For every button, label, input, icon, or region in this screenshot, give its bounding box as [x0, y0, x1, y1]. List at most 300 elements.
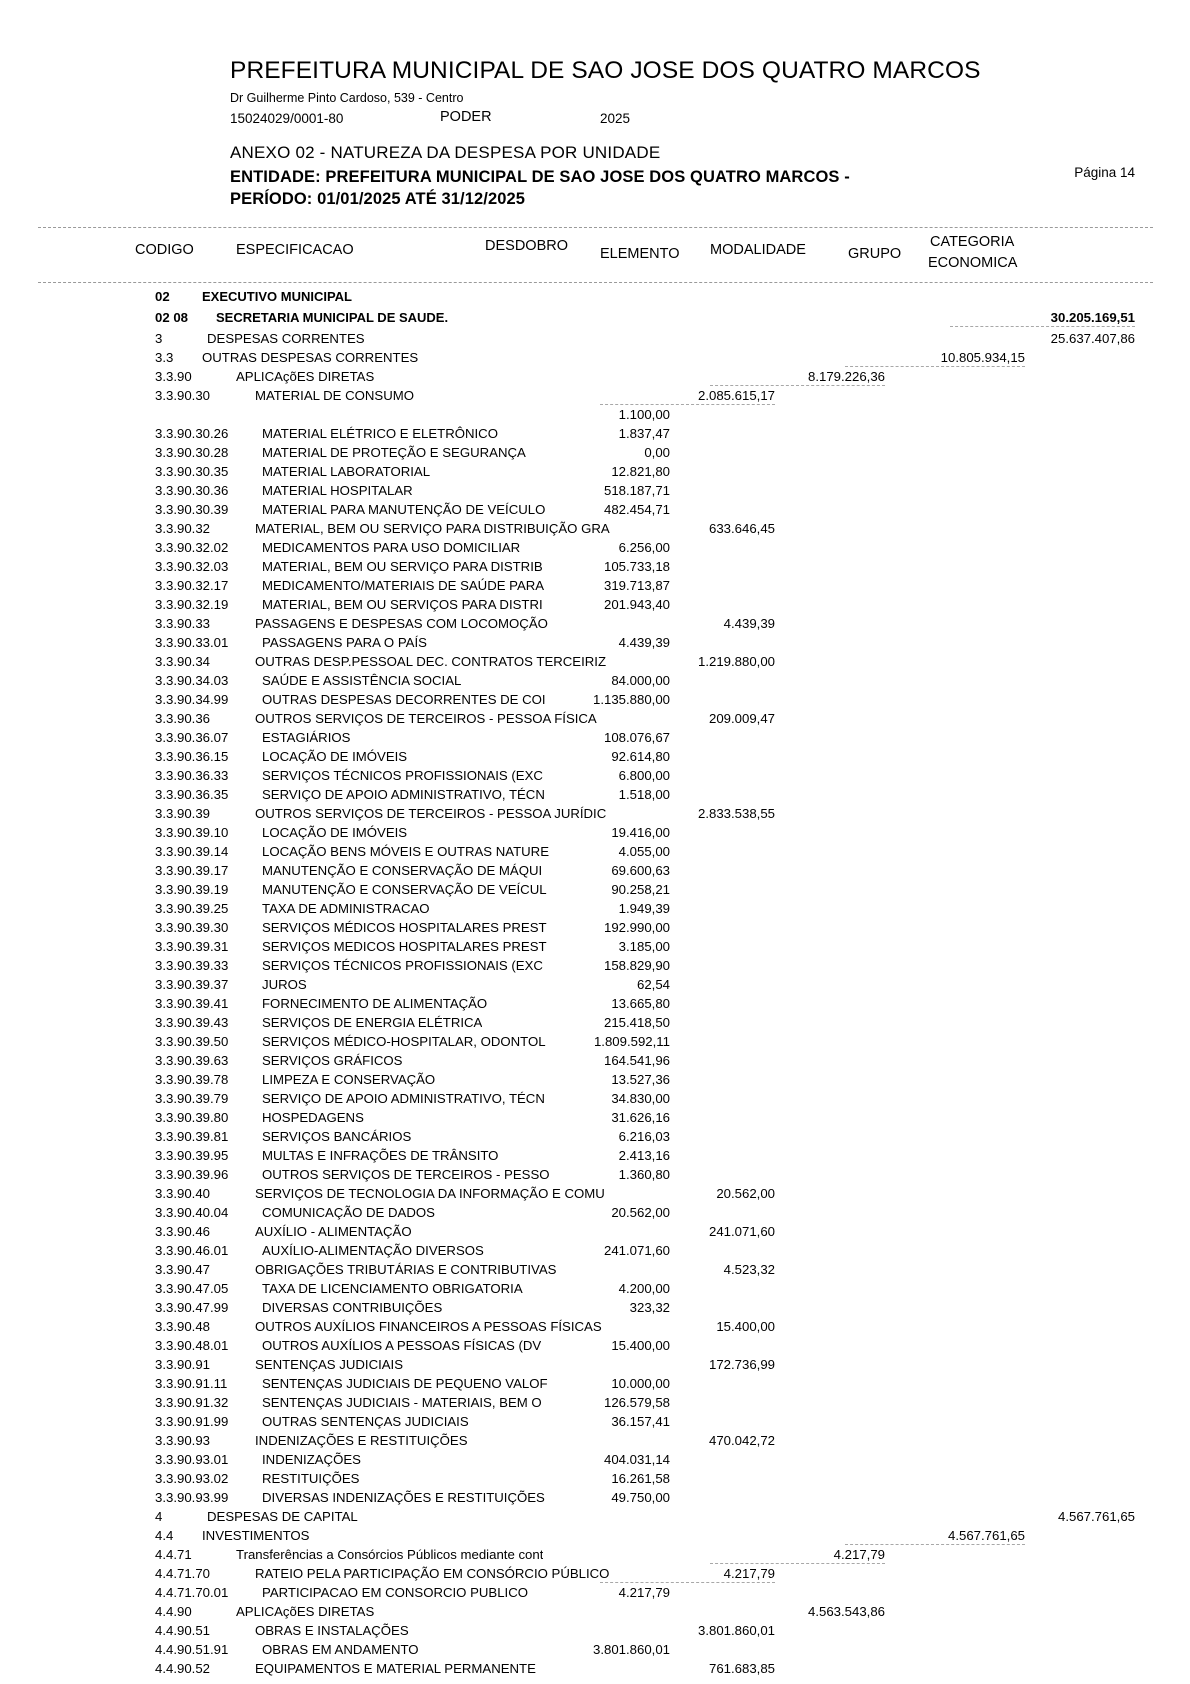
row-description: EQUIPAMENTOS E MATERIAL PERMANENTE	[255, 1660, 536, 1676]
row-description: OUTROS SERVIÇOS DE TERCEIROS - PESSOA FÍSICA	[255, 710, 597, 726]
row-description: EXECUTIVO MUNICIPAL	[202, 288, 352, 304]
row-value-elemento: 470.042,72	[708, 1432, 775, 1448]
row-code: 3.3.90.32.17	[155, 577, 229, 593]
table-row	[0, 1013, 1190, 1032]
row-code: 3.3.90.48.01	[155, 1337, 229, 1353]
row-description: SERVIÇOS TÉCNICOS PROFISSIONAIS (EXC	[262, 767, 543, 783]
row-value-desdobro: 19.416,00	[611, 824, 670, 840]
row-code: 3.3.90.30.36	[155, 482, 229, 498]
row-description: MATERIAL HOSPITALAR	[262, 482, 413, 498]
poder-label: PODER	[440, 108, 492, 125]
row-code: 3.3.90.32.03	[155, 558, 229, 574]
row-code: 3.3.90.93.01	[155, 1451, 229, 1467]
row-value-desdobro: 1.135.880,00	[592, 691, 670, 707]
table-row	[0, 1108, 1190, 1127]
row-description: MANUTENÇÃO E CONSERVAÇÃO DE MÁQUI	[262, 862, 543, 878]
table-row	[0, 1450, 1190, 1469]
table-row	[0, 462, 1190, 481]
anexo-title: ANEXO 02 - NATUREZA DA DESPESA POR UNIDADE	[230, 142, 661, 162]
exercicio-value: 2025	[600, 110, 631, 126]
row-code: 4.4.90	[155, 1603, 192, 1619]
row-code: 3.3.90.39.50	[155, 1033, 229, 1049]
row-code: 3.3	[155, 349, 174, 365]
table-row	[0, 519, 1190, 538]
table-row	[0, 861, 1190, 880]
table-row	[0, 975, 1190, 994]
row-code: 3.3.90.32	[155, 520, 210, 536]
row-code: 3.3.90.93.99	[155, 1489, 229, 1505]
row-description: TAXA DE ADMINISTRACAO	[262, 900, 430, 916]
table-row	[0, 424, 1190, 443]
cnpj-value: 15024029/0001-80	[230, 110, 344, 126]
row-value-desdobro: 84.000,00	[611, 672, 670, 688]
row-code: 3.3.90.91.99	[155, 1413, 229, 1429]
row-value-desdobro: 69.600,63	[611, 862, 670, 878]
row-value-desdobro: 201.943,40	[603, 596, 670, 612]
row-description: MEDICAMENTOS PARA USO DOMICILIAR	[262, 539, 521, 555]
row-description: OUTRAS SENTENÇAS JUDICIAIS	[262, 1413, 469, 1429]
row-description: DIVERSAS CONTRIBUIÇÕES	[262, 1299, 443, 1315]
row-code: 4.4.71	[155, 1546, 192, 1562]
table-row	[0, 1317, 1190, 1336]
table-row	[0, 690, 1190, 709]
table-row	[0, 386, 1190, 405]
row-code: 3.3.90.30.39	[155, 501, 229, 517]
table-row	[0, 671, 1190, 690]
row-code: 3.3.90.36.33	[155, 767, 229, 783]
row-value-desdobro: 90.258,21	[611, 881, 670, 897]
row-description: DIVERSAS INDENIZAÇÕES E RESTITUIÇÕES	[262, 1489, 545, 1505]
table-row	[0, 405, 1190, 424]
row-description: MATERIAL ELÉTRICO E ELETRÔNICO	[262, 425, 498, 441]
table-row	[0, 308, 1190, 329]
row-code: 3.3.90.47.99	[155, 1299, 229, 1315]
row-description: SERVIÇOS GRÁFICOS	[262, 1052, 403, 1068]
row-description: SENTENÇAS JUDICIAIS DE PEQUENO VALOF	[262, 1375, 548, 1391]
row-description: OUTRAS DESPESAS CORRENTES	[202, 349, 419, 365]
table-row	[0, 1298, 1190, 1317]
row-description: SERVIÇOS DE TECNOLOGIA DA INFORMAÇÃO E COMU	[255, 1185, 605, 1201]
row-description: OUTROS SERVIÇOS DE TERCEIROS - PESSO	[262, 1166, 550, 1182]
row-value-desdobro: 6.256,00	[618, 539, 670, 555]
row-value-desdobro: 323,32	[629, 1299, 670, 1315]
table-row	[0, 728, 1190, 747]
table-row	[0, 1659, 1190, 1678]
row-description: SAÚDE E ASSISTÊNCIA SOCIAL	[262, 672, 462, 688]
row-description: INDENIZAÇÕES	[262, 1451, 361, 1467]
column-header-modalidade: MODALIDADE	[710, 241, 806, 258]
row-code: 4.4	[155, 1527, 174, 1543]
row-value-desdobro: 34.830,00	[611, 1090, 670, 1106]
row-value-desdobro: 10.000,00	[611, 1375, 670, 1391]
row-value-elemento: 172.736,99	[708, 1356, 775, 1372]
table-row	[0, 443, 1190, 462]
table-row	[0, 842, 1190, 861]
row-value-desdobro: 4.217,79	[618, 1584, 670, 1600]
table-row	[0, 1165, 1190, 1184]
table-row	[0, 823, 1190, 842]
row-description: OBRAS EM ANDAMENTO	[262, 1641, 419, 1657]
row-description: SENTENÇAS JUDICIAIS - MATERIAIS, BEM O	[262, 1394, 542, 1410]
table-row	[0, 709, 1190, 728]
row-value-elemento: 15.400,00	[716, 1318, 775, 1334]
row-description: OBRAS E INSTALAÇÕES	[255, 1622, 409, 1638]
table-row	[0, 1127, 1190, 1146]
row-description: PARTICIPACAO EM CONSORCIO PUBLICO	[262, 1584, 528, 1600]
row-description: MANUTENÇÃO E CONSERVAÇÃO DE VEÍCUL	[262, 881, 547, 897]
row-value-desdobro: 4.439,39	[618, 634, 670, 650]
row-code: 3.3.90.39.19	[155, 881, 229, 897]
row-value-desdobro: 518.187,71	[603, 482, 670, 498]
row-value-elemento: 209.009,47	[708, 710, 775, 726]
row-description: MATERIAL, BEM OU SERVIÇOS PARA DISTRI	[262, 596, 543, 612]
row-description: OUTROS AUXÍLIOS A PESSOAS FÍSICAS (DV	[262, 1337, 542, 1353]
row-value-modalidade: 4.563.543,86	[807, 1603, 885, 1619]
cnpj-row	[230, 109, 1190, 129]
row-description: RESTITUIÇÕES	[262, 1470, 360, 1486]
column-header-elemento: ELEMENTO	[600, 245, 680, 262]
row-value-desdobro: 1.360,80	[618, 1166, 670, 1182]
row-description: APLICAçõES DIRETAS	[236, 368, 375, 384]
row-description: SECRETARIA MUNICIPAL DE SAUDE.	[216, 309, 449, 325]
row-value-desdobro: 6.216,03	[618, 1128, 670, 1144]
row-code: 3.3.90.39	[155, 805, 210, 821]
row-value-desdobro: 0,00	[644, 444, 670, 460]
row-code: 4.4.71.70.01	[155, 1584, 229, 1600]
row-value-desdobro: 36.157,41	[611, 1413, 670, 1429]
row-value-desdobro: 2.413,16	[618, 1147, 670, 1163]
row-description: OBRIGAÇÕES TRIBUTÁRIAS E CONTRIBUTIVAS	[255, 1261, 557, 1277]
row-description: SERVIÇOS BANCÁRIOS	[262, 1128, 412, 1144]
row-value-elemento: 633.646,45	[708, 520, 775, 536]
row-description: MATERIAL DE CONSUMO	[255, 387, 414, 403]
table-row	[0, 1241, 1190, 1260]
table-row	[0, 1279, 1190, 1298]
row-description: Transferências a Consórcios Públicos mediante cont	[236, 1546, 544, 1562]
table-row	[0, 1640, 1190, 1659]
row-value-elemento: 4.523,32	[723, 1261, 775, 1277]
row-description: MATERIAL PARA MANUTENÇÃO DE VEÍCULO	[262, 501, 546, 517]
row-code: 3.3.90.30.35	[155, 463, 229, 479]
row-value-desdobro: 164.541,96	[603, 1052, 670, 1068]
row-description: OUTRAS DESP.PESSOAL DEC. CONTRATOS TERCEIRIZ	[255, 653, 607, 669]
row-description: FORNECIMENTO DE ALIMENTAÇÃO	[262, 995, 488, 1011]
row-value-desdobro: 482.454,71	[603, 501, 670, 517]
column-header-economica: ECONOMICA	[928, 254, 1018, 271]
table-row	[0, 348, 1190, 367]
column-header-especificacao: ESPECIFICACAO	[236, 241, 354, 258]
table-row	[0, 1051, 1190, 1070]
row-code: 3.3.90.39.78	[155, 1071, 229, 1087]
row-value-desdobro: 62,54	[636, 976, 670, 992]
table-row	[0, 1355, 1190, 1374]
row-description: LIMPEZA E CONSERVAÇÃO	[262, 1071, 436, 1087]
row-description: APLICAçõES DIRETAS	[236, 1603, 375, 1619]
table-row	[0, 899, 1190, 918]
row-description: LOCAÇÃO DE IMÓVEIS	[262, 748, 408, 764]
row-description: SERVIÇOS MÉDICOS HOSPITALARES PREST	[262, 919, 547, 935]
row-value-desdobro: 13.665,80	[611, 995, 670, 1011]
row-description: MATERIAL DE PROTEÇÃO E SEGURANÇA	[262, 444, 526, 460]
row-code: 3.3.90.93.02	[155, 1470, 229, 1486]
row-value-desdobro: 1.949,39	[618, 900, 670, 916]
row-code: 3.3.90.91	[155, 1356, 210, 1372]
row-code: 3.3.90.36	[155, 710, 210, 726]
row-description: MATERIAL, BEM OU SERVIÇO PARA DISTRIBUIÇÃO GRA	[255, 520, 610, 536]
row-code: 3.3.90.30.26	[155, 425, 229, 441]
row-code: 3.3.90.39.43	[155, 1014, 229, 1030]
row-code: 4.4.90.51.91	[155, 1641, 229, 1657]
row-code: 3.3.90.39.14	[155, 843, 229, 859]
row-description: MATERIAL, BEM OU SERVIÇO PARA DISTRIB	[262, 558, 543, 574]
row-value-desdobro: 192.990,00	[603, 919, 670, 935]
row-code: 3.3.90.36.15	[155, 748, 229, 764]
row-description: AUXÍLIO-ALIMENTAÇÃO DIVERSOS	[262, 1242, 484, 1258]
row-description: SERVIÇOS MEDICOS HOSPITALARES PREST	[262, 938, 547, 954]
row-value-desdobro: 105.733,18	[603, 558, 670, 574]
row-code: 3.3.90.40	[155, 1185, 210, 1201]
row-code: 3.3.90.39.17	[155, 862, 229, 878]
table-row	[0, 1583, 1190, 1602]
row-description: SERVIÇOS DE ENERGIA ELÉTRICA	[262, 1014, 483, 1030]
row-code: 3.3.90.39.63	[155, 1052, 229, 1068]
row-description: OUTROS AUXÍLIOS FINANCEIROS A PESSOAS FÍSICAS	[255, 1318, 602, 1334]
row-code: 4.4.90.51	[155, 1622, 210, 1638]
row-code: 3.3.90.39.33	[155, 957, 229, 973]
row-value-grupo: 4.567.761,65	[947, 1527, 1025, 1543]
entidade-line: ENTIDADE: PREFEITURA MUNICIPAL DE SAO JOSE DOS QUATRO MARCOS -	[230, 167, 850, 186]
row-description: INVESTIMENTOS	[202, 1527, 310, 1543]
row-code: 3.3.90	[155, 368, 192, 384]
row-value-categoria: 4.567.761,65	[1057, 1508, 1135, 1524]
table-row	[0, 1032, 1190, 1051]
row-value-desdobro: 3.801.860,01	[592, 1641, 670, 1657]
row-code: 3.3.90.32.19	[155, 596, 229, 612]
table-row	[0, 1526, 1190, 1545]
row-value-elemento: 1.219.880,00	[697, 653, 775, 669]
row-description: SENTENÇAS JUDICIAIS	[255, 1356, 404, 1372]
row-value-desdobro: 12.821,80	[611, 463, 670, 479]
table-row	[0, 1621, 1190, 1640]
row-value-elemento: 4.217,79	[723, 1565, 775, 1581]
table-row	[0, 1488, 1190, 1507]
row-value-desdobro: 20.562,00	[611, 1204, 670, 1220]
row-value-desdobro: 31.626,16	[611, 1109, 670, 1125]
table-row	[0, 329, 1190, 348]
row-code: 3.3.90.40.04	[155, 1204, 229, 1220]
row-code: 3.3.90.34	[155, 653, 210, 669]
row-code: 3.3.90.34.99	[155, 691, 229, 707]
row-code: 3.3.90.39.10	[155, 824, 229, 840]
table-row	[0, 614, 1190, 633]
row-value-desdobro: 215.418,50	[603, 1014, 670, 1030]
row-value-desdobro: 319.713,87	[603, 577, 670, 593]
table-row	[0, 595, 1190, 614]
row-code: 3.3.90.36.07	[155, 729, 229, 745]
row-description: DESPESAS CORRENTES	[207, 330, 365, 346]
row-description: DESPESAS DE CAPITAL	[207, 1508, 358, 1524]
row-underline	[950, 326, 1135, 327]
row-value-categoria: 30.205.169,51	[1050, 309, 1135, 325]
row-value-desdobro: 15.400,00	[611, 1337, 670, 1353]
row-description: OUTROS SERVIÇOS DE TERCEIROS - PESSOA JURÍDIC	[255, 805, 607, 821]
row-code: 3.3.90.39.31	[155, 938, 229, 954]
row-value-elemento: 2.085.615,17	[697, 387, 775, 403]
table-row	[0, 1412, 1190, 1431]
row-code: 3.3.90.39.79	[155, 1090, 229, 1106]
organization-address: Dr Guilherme Pinto Cardoso, 539 - Centro	[230, 90, 464, 105]
row-value-desdobro: 3.185,00	[618, 938, 670, 954]
row-value-grupo: 10.805.934,15	[940, 349, 1025, 365]
row-value-elemento: 20.562,00	[716, 1185, 775, 1201]
table-row	[0, 287, 1190, 308]
row-value-categoria: 25.637.407,86	[1050, 330, 1135, 346]
column-header-grupo: GRUPO	[848, 245, 902, 262]
row-code: 3.3.90.48	[155, 1318, 210, 1334]
row-value-desdobro: 1.809.592,11	[593, 1033, 670, 1049]
row-value-elemento: 3.801.860,01	[697, 1622, 775, 1638]
row-code: 3.3.90.93	[155, 1432, 210, 1448]
table-row	[0, 1564, 1190, 1583]
row-value-desdobro: 1.518,00	[618, 786, 670, 802]
row-code: 4.4.71.70	[155, 1565, 210, 1581]
row-value-elemento: 241.071,60	[708, 1223, 775, 1239]
row-description: SERVIÇOS MÉDICO-HOSPITALAR, ODONTOL	[262, 1033, 546, 1049]
row-code: 3.3.90.39.25	[155, 900, 229, 916]
table-row	[0, 1374, 1190, 1393]
report-header	[0, 0, 1190, 209]
row-code: 3.3.90.30.28	[155, 444, 229, 460]
row-value-desdobro: 16.261,58	[611, 1470, 670, 1486]
row-description: ESTAGIÁRIOS	[262, 729, 351, 745]
row-value-desdobro: 108.076,67	[603, 729, 670, 745]
column-header-categoria: CATEGORIA	[930, 233, 1015, 250]
row-description: PASSAGENS PARA O PAÍS	[262, 634, 427, 650]
table-row	[0, 500, 1190, 519]
row-code: 3.3.90.47	[155, 1261, 210, 1277]
row-value-desdobro: 92.614,80	[611, 748, 670, 764]
row-description: AUXÍLIO - ALIMENTAÇÃO	[255, 1223, 412, 1239]
row-description: MEDICAMENTO/MATERIAIS DE SAÚDE PARA	[262, 577, 545, 593]
table-row	[0, 766, 1190, 785]
row-code: 3.3.90.32.02	[155, 539, 229, 555]
row-description: PASSAGENS E DESPESAS COM LOCOMOÇÃO	[255, 615, 548, 631]
table-row	[0, 481, 1190, 500]
row-description: MATERIAL LABORATORIAL	[262, 463, 431, 479]
table-row	[0, 1089, 1190, 1108]
row-value-elemento: 2.833.538,55	[697, 805, 775, 821]
row-code: 3.3.90.46	[155, 1223, 210, 1239]
row-value-desdobro: 1.837,47	[618, 425, 670, 441]
row-value-desdobro: 126.579,58	[603, 1394, 670, 1410]
table-row	[0, 1507, 1190, 1526]
table-row	[0, 918, 1190, 937]
row-code: 3.3.90.91.11	[155, 1375, 228, 1391]
table-row	[0, 557, 1190, 576]
row-description: SERVIÇO DE APOIO ADMINISTRATIVO, TÉCN	[262, 1090, 545, 1106]
row-code: 3.3.90.39.95	[155, 1147, 229, 1163]
table-row	[0, 956, 1190, 975]
column-header-codigo: CODIGO	[135, 241, 194, 258]
row-code: 4.4.90.52	[155, 1660, 210, 1676]
row-description: COMUNICAÇÃO DE DADOS	[262, 1204, 435, 1220]
column-header-desdobro: DESDOBRO	[485, 237, 568, 254]
row-value-desdobro: 158.829,90	[603, 957, 670, 973]
row-code: 3.3.90.39.30	[155, 919, 229, 935]
table-row	[0, 1469, 1190, 1488]
table-row	[0, 785, 1190, 804]
row-code: 3.3.90.33	[155, 615, 210, 631]
table-row	[0, 1146, 1190, 1165]
row-code: 3.3.90.39.80	[155, 1109, 229, 1125]
row-code: 3.3.90.34.03	[155, 672, 229, 688]
row-value-desdobro: 241.071,60	[603, 1242, 670, 1258]
row-description: JUROS	[262, 976, 307, 992]
row-description: HOSPEDAGENS	[262, 1109, 364, 1125]
report-table-body	[0, 283, 1190, 1678]
table-row	[0, 747, 1190, 766]
row-code: 3.3.90.39.81	[155, 1128, 229, 1144]
row-value-desdobro: 49.750,00	[611, 1489, 670, 1505]
row-code: 3.3.90.30	[155, 387, 210, 403]
table-row	[0, 804, 1190, 823]
table-row	[0, 538, 1190, 557]
table-row	[0, 937, 1190, 956]
table-row	[0, 880, 1190, 899]
table-row	[0, 1431, 1190, 1450]
row-value-elemento: 4.439,39	[723, 615, 775, 631]
row-description: MULTAS E INFRAÇÕES DE TRÂNSITO	[262, 1147, 499, 1163]
table-row	[0, 1545, 1190, 1564]
periodo-line: PERÍODO: 01/01/2025 ATÉ 31/12/2025	[230, 189, 526, 208]
table-row	[0, 633, 1190, 652]
table-row	[0, 1602, 1190, 1621]
row-code: 3.3.90.47.05	[155, 1280, 229, 1296]
row-value-modalidade: 4.217,79	[833, 1546, 885, 1562]
row-value-desdobro: 6.800,00	[618, 767, 670, 783]
row-code: 3.3.90.46.01	[155, 1242, 229, 1258]
table-row	[0, 1260, 1190, 1279]
table-row	[0, 1222, 1190, 1241]
table-row	[0, 994, 1190, 1013]
row-code: 4	[155, 1508, 163, 1524]
row-code: 02 08	[155, 309, 189, 325]
row-description: RATEIO PELA PARTICIPAÇÃO EM CONSÓRCIO PÚBLICO	[255, 1565, 610, 1581]
row-value-desdobro: 4.055,00	[618, 843, 670, 859]
row-description: LOCAÇÃO DE IMÓVEIS	[262, 824, 408, 840]
table-row	[0, 1336, 1190, 1355]
row-description: TAXA DE LICENCIAMENTO OBRIGATORIA	[262, 1280, 523, 1296]
row-code: 02	[155, 288, 170, 304]
table-row	[0, 576, 1190, 595]
row-value-desdobro: 13.527,36	[611, 1071, 670, 1087]
row-description: SERVIÇO DE APOIO ADMINISTRATIVO, TÉCN	[262, 786, 545, 802]
table-row	[0, 1070, 1190, 1089]
organization-title: PREFEITURA MUNICIPAL DE SAO JOSE DOS QUATRO MARCOS	[230, 57, 981, 84]
row-code: 3.3.90.91.32	[155, 1394, 229, 1410]
row-code: 3.3.90.39.96	[155, 1166, 229, 1182]
column-headers	[0, 228, 1190, 282]
table-row	[0, 1203, 1190, 1222]
row-description: OUTRAS DESPESAS DECORRENTES DE COI	[262, 691, 546, 707]
row-value-desdobro: 4.200,00	[618, 1280, 670, 1296]
row-value-elemento: 761.683,85	[708, 1660, 775, 1676]
row-code: 3	[155, 330, 163, 346]
row-description: INDENIZAÇÕES E RESTITUIÇÕES	[255, 1432, 468, 1448]
row-value-desdobro: 1.100,00	[618, 406, 670, 422]
table-row	[0, 1184, 1190, 1203]
table-row	[0, 367, 1190, 386]
